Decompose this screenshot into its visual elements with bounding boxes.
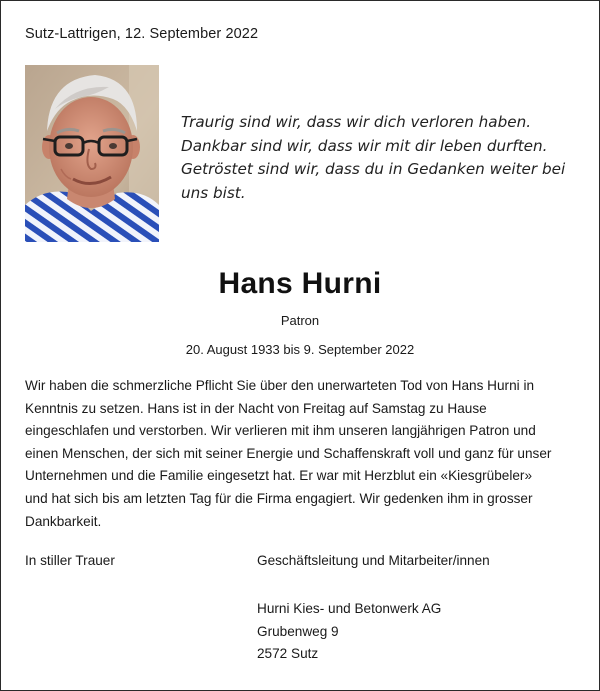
poem [181,111,581,205]
message-line: eingeschlafen und verstorben. Wir verlieren mit ihm unseren langjährigen Patron und [25,423,536,439]
deceased-lifespan: 20. August 1933 bis 9. September 2022 [185,342,415,357]
message-line: Wir haben die schmerzliche Pflicht Sie über den unerwarteten Tod von Hans Hurni in [25,378,535,393]
message-text [25,375,581,533]
deceased-role: Patron [280,313,320,328]
poem-line: uns bist. [181,183,246,202]
message-line: Unternehmen und die Familie eingesetzt hat. Er war mit Herzblut ein «Kiesgrübeler» [25,468,532,484]
place-date: Sutz-Lattrigen, 12. September 2022 [25,26,259,42]
poem-line: Dankbar sind wir, dass wir mit dir leben durften. [181,136,548,155]
poem-line: Traurig sind wir, dass wir dich verloren haben. [181,113,532,131]
deceased-name: Hans Hurni [218,267,382,300]
mourning-phrase: In stiller Trauer [25,553,115,568]
company-city: 2572 Sutz [257,646,319,661]
company-name: Hurni Kies- und Betonwerk AG [257,601,442,616]
message-line: und hat sich bis am letzten Tag für die Firma engagiert. Wir gedenken ihm in grosser [25,490,533,506]
message-line: Kenntnis zu setzen. Hans ist in der Nacht von Freitag auf Samstag zu Hause [25,400,487,416]
message-line: einen Menschen, der sich mit seiner Energie und Schaffenskraft voll und ganz für unser [25,445,552,461]
mourners: Geschäftsleitung und Mitarbeiter/innen [257,553,490,568]
poem-line: Getröstet sind wir, dass du in Gedanken weiter bei [181,160,566,178]
message-line: Dankbarkeit. [25,513,102,529]
portrait-photo [25,65,159,242]
company-street: Grubenweg 9 [257,623,339,639]
company-address [257,598,441,666]
